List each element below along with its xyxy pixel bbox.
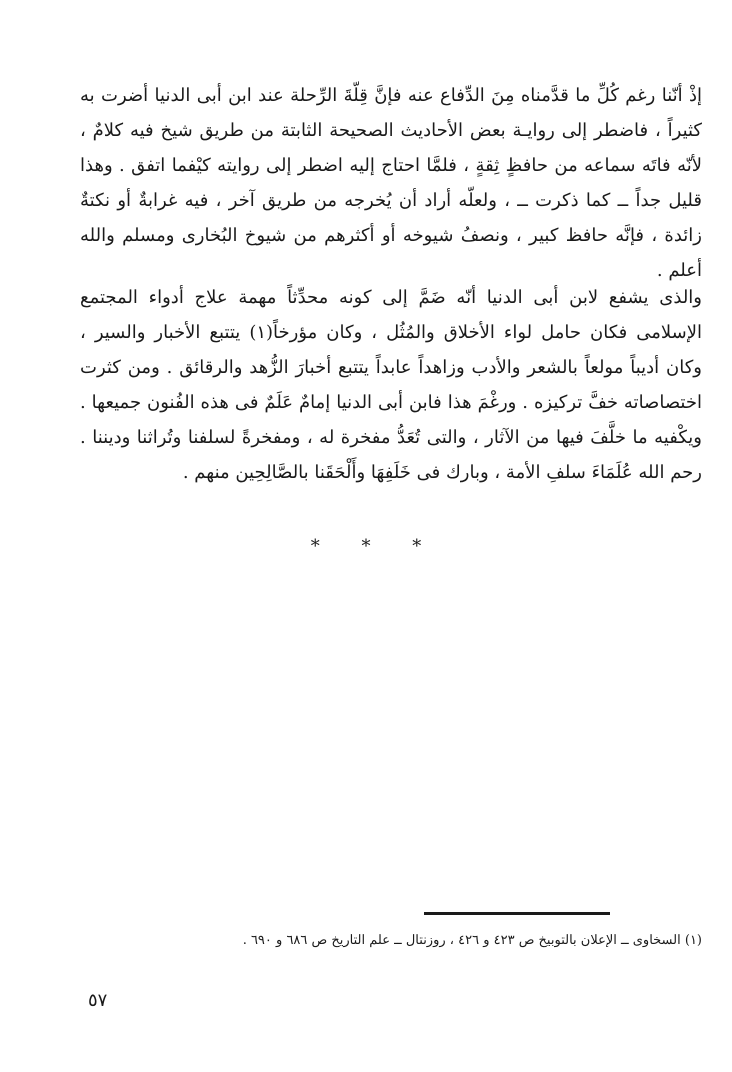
section-separator: [0, 536, 732, 557]
body-paragraph-1: إذْ أنّنا رغم كُلِّ ما قدَّمناه مِنَ الدِّفاع عنه فإنَّ قِلّةَ الرِّحلة عند ابن أبى الدنيا أضرت به كثيراً ، فاضطر إلى روايـة بعض الأحاديث الصحيحة الثابتة من طريق شيخ فيه كلامٌ ، لأنّه فاتَه سماعه من حافظٍ ثِقةٍ ، فلمَّا احتاج إليه اضطر إلى روايته كيْفما اتفق . وهذا قليل جداً ــ كما ذكرت ــ ، ولعلّه أراد أن يُخرجه من طريق آخر ، فيه غرابةٌ أو نكتةٌ زائدة ، فإنَّه حافظ كبير ، ونصفُ شيوخه أو أكثرهم من شيوخ البُخارى ومسلم والله أعلم .: [80, 85, 703, 281]
footnote-divider: [424, 912, 610, 915]
separator-asterisk: *: [361, 536, 371, 557]
footnote: (١) السخاوى ــ الإعلان بالتوبيخ ص ٤٢٣ و ٤٢٦ ، روزنتال ــ علم التاريخ ص ٦٨٦ و ٦٩٠ .: [242, 933, 702, 948]
separator-asterisk: *: [310, 536, 320, 557]
separator-asterisk: *: [412, 536, 422, 557]
page-number: ٥٧: [88, 990, 108, 1011]
body-paragraph-2: والذى يشفع لابن أبى الدنيا أنّه ضَمَّ إلى كونه محدِّثاً مهمة علاج أدواء المجتمع الإسلامى فكان حامل لواء الأخلاق والمُثُل ، وكان مؤرخاً(١) يتتبع الأخبار والسير ، وكان أديباً مولعاً بالشعر والأدب وزاهداً عابداً يتتبع أخبارَ الزُّهد والرقائق . ومن كثرت اختصاصاته خفَّ تركيزه . ورغْمَ هذا فابن أبى الدنيا إمامٌ عَلَمٌ فى هذه الفُنون جميعها . ويكْفيه ما خلَّفَ فيها من الآثار ، والتى تُعَدُّ مفخرة له ، ومفخرةً لسلفنا وتُراثنا وديننا . رحم الله عُلَمَاءَ سلفِ الأمة ، وبارك فى خَلَفِهَا وأَلْحَقَنا بالصَّالِحِين منهم .: [80, 287, 702, 483]
